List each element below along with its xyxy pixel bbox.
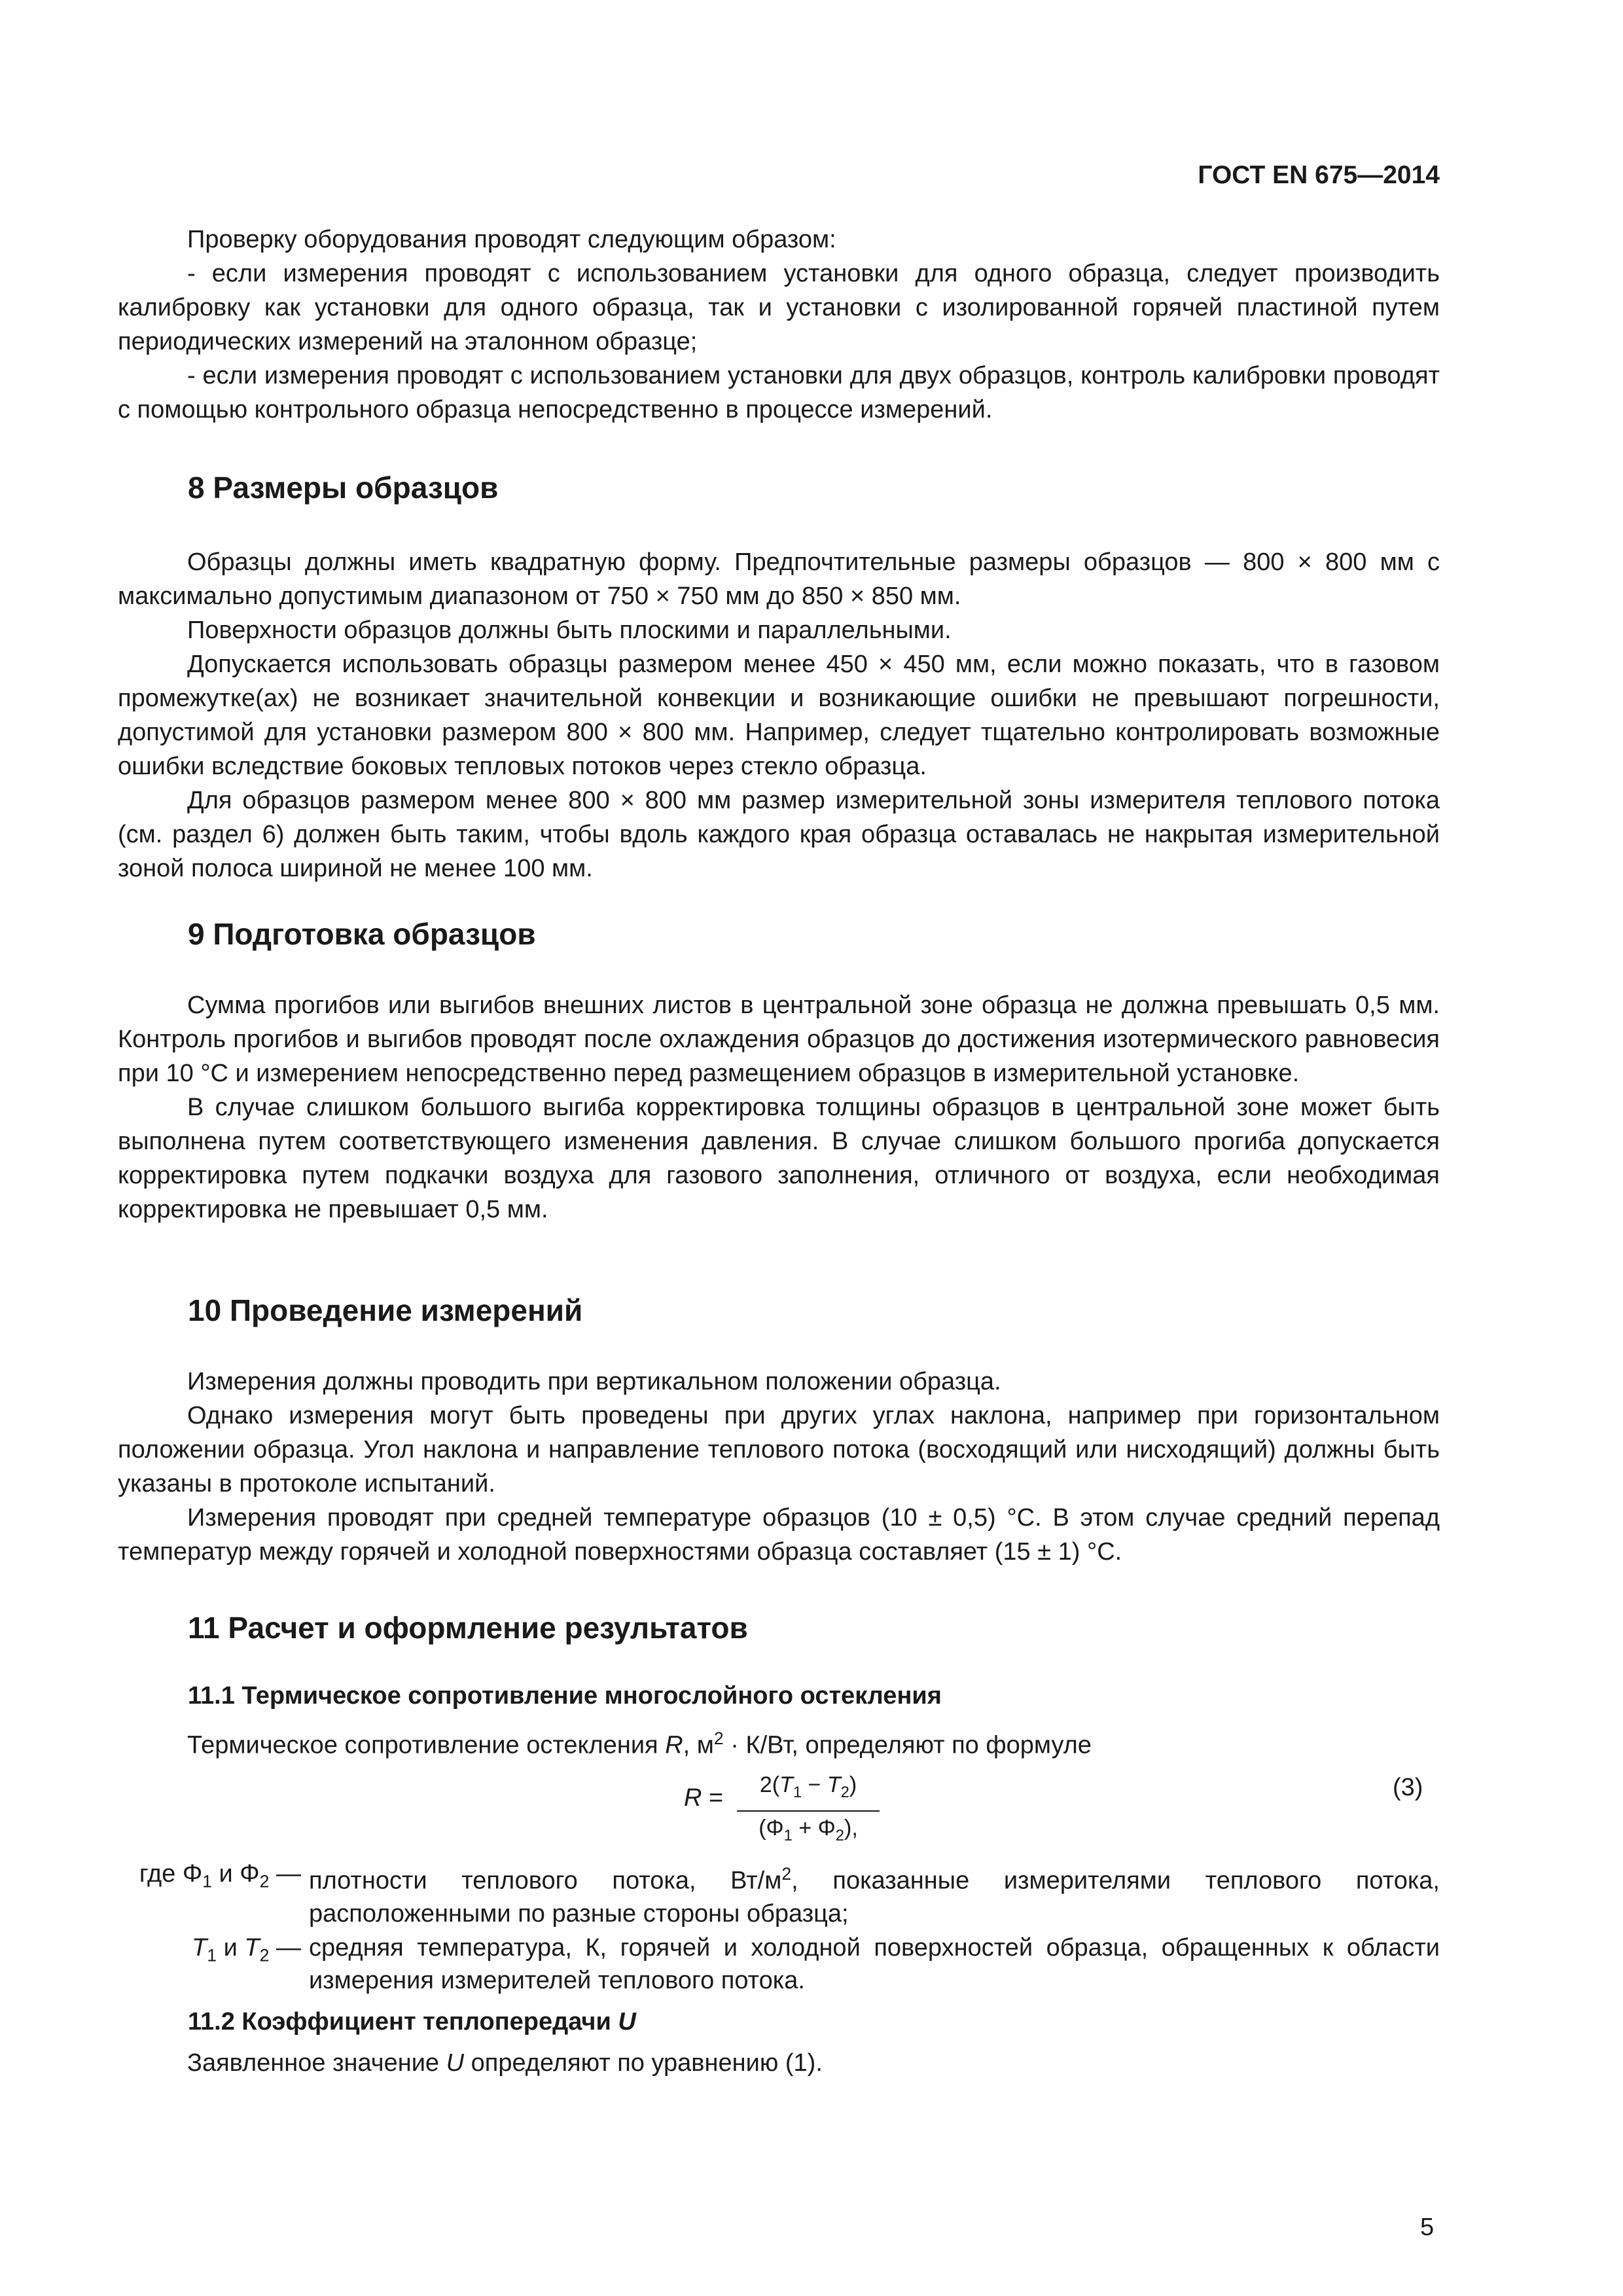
- paragraph: Сумма прогибов или выгибов внешних листов в центральной зоне образца не должна превышать 0,5 мм. Контроль прогибов и выгибов проводят после охлаждения образцов до достижения изотермического равновесия при 10 °С и измерением непосредственно перед размещением образцов в измерительной установке.: [118, 992, 1440, 1087]
- paragraph: Измерения проводят при средней температуре образцов (10 ± 0,5) °С. В этом случае средний перепад температур между горячей и холодной поверхностями образца составляет (15 ± 1) °С.: [118, 1504, 1440, 1566]
- paragraph: Допускается использовать образцы размером менее 450 × 450 мм, если можно показать, что в газовом промежутке(ах) не возникает значительной конвекции и возникающие ошибки не превышают погрешности, допустимой для установки размером 800 × 800 мм. Например, следует тщательно контролировать возможные ошибки вследствие боковых тепловых потоков через стекло образца.: [118, 651, 1440, 780]
- legend-row: [118, 1857, 1440, 1930]
- subsection-11-2-heading: 11.2 Коэффициент теплопередачи U: [188, 2008, 636, 2036]
- section-9-heading: 9 Подготовка образцов: [188, 917, 536, 951]
- paragraph: Заявленное значение U определяют по уравнению (1).: [187, 2049, 823, 2077]
- formula-denominator: $(\Phi_1 + \Phi_2)$,: [758, 1815, 858, 1844]
- formula-number: (3): [1393, 1774, 1423, 1801]
- paragraph: Термическое сопротивление остекления R, $м^2 \cdot К/Вт$, определяют по формуле: [187, 1729, 1092, 1759]
- legend-definition: средняя температура, К, горячей и холодной поверхностей образца, обращенных к области измерения измерителей теплового потока.: [309, 1933, 1440, 1994]
- section-8-heading: 8 Размеры образцов: [188, 471, 499, 505]
- paragraph: Однако измерения могут быть проведены при других углах наклона, например при горизонтальном положении образца. Угол наклона и направление теплового потока (восходящий или нисходящий) должны быть указаны в протоколе испытаний.: [118, 1402, 1440, 1498]
- paragraph: Проверку оборудования проводят следующим образом:: [187, 226, 836, 253]
- paragraph: Образцы должны иметь квадратную форму. Предпочтительные размеры образцов — 800 × 800 мм с максимально допустимым диапазоном от 750 × 750 мм до 850 × 850 мм.: [118, 548, 1440, 610]
- formula-numerator: $2(T_1 - T_2)$: [759, 1772, 857, 1801]
- paragraph: - если измерения проводят с использованием установки для двух образцов, контроль калибровки проводят с помощью контрольного образца непосредственно в процессе измерений.: [118, 362, 1440, 423]
- formula-fraction: [733, 1768, 883, 1852]
- legend-definition: плотности теплового потока, $Вт/м^2$, показанные измерителями теплового потока, расположенными по разные стороны образца;: [309, 1864, 1440, 1928]
- paragraph: - если измерения проводят с использованием установки для одного образца, следует производить калибровку как установки для одного образца, так и установки с изолированной горячей пластиной путем периодических измерений на эталонном образце;: [118, 260, 1440, 355]
- section-11-heading: 11 Расчет и оформление результатов: [188, 1611, 748, 1645]
- page-number: 5: [1420, 2214, 1435, 2241]
- section-9-body: [118, 988, 1440, 1227]
- subsection-11-1-intro: [118, 1721, 1440, 1763]
- legend-term: где $\Phi_1$ и $\Phi_2$ —: [139, 1860, 301, 1892]
- document-header: ГОСТ EN 675—2014: [1198, 161, 1440, 189]
- formula-3: [684, 1768, 887, 1854]
- paragraph: В случае слишком большого выгиба корректировка толщины образцов в центральной зоне может быть выполнена путем соответствующего изменения давления. В случае слишком большого прогиба допускается корректировка путем подкачки воздуха для газового заполнения, отличного от воздуха, если необходимая корректировка не превышает 0,5 мм.: [118, 1094, 1440, 1223]
- subsection-11-2-body: [118, 2046, 1440, 2080]
- formula-lhs: R =: [684, 1784, 724, 1812]
- section-8-body: [118, 545, 1440, 886]
- paragraph: Для образцов размером менее 800 × 800 мм размер измерительной зоны измерителя теплового потока (см. раздел 6) должен быть таким, чтобы вдоль каждого края образца оставалась не накрытая измерительной зоной полоса шириной не менее 100 мм.: [118, 787, 1440, 882]
- intro-block: [118, 223, 1440, 427]
- paragraph: Измерения должны проводить при вертикальном положении образца.: [187, 1368, 1001, 1395]
- formula-legend: [118, 1857, 1440, 1997]
- section-10-heading: 10 Проведение измерений: [188, 1293, 583, 1327]
- legend-term: $T_1$ и $T_2$ —: [192, 1933, 301, 1965]
- subsection-11-1-heading: 11.1 Термическое сопротивление многослойного остекления: [188, 1682, 942, 1710]
- paragraph: Поверхности образцов должны быть плоскими и параллельными.: [187, 617, 952, 644]
- section-10-body: [118, 1365, 1440, 1569]
- legend-row: [118, 1931, 1440, 1997]
